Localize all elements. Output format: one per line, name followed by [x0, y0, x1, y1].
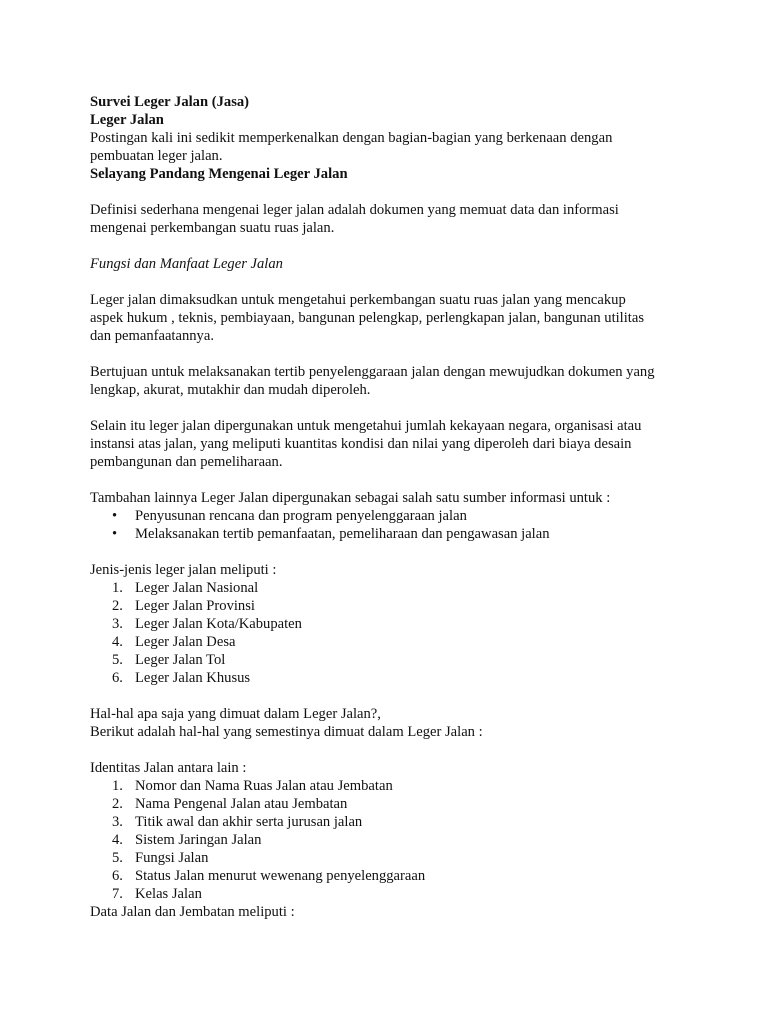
list-text: Fungsi Jalan	[135, 850, 209, 866]
types-list	[90, 579, 690, 687]
list-item	[90, 831, 690, 849]
list-number: 4.	[112, 634, 123, 650]
purpose-line: dan pemanfaatannya.	[90, 328, 214, 344]
types-intro: Jenis-jenis leger jalan meliputi :	[90, 562, 277, 578]
document-subtitle: Leger Jalan	[90, 112, 164, 128]
list-item	[90, 669, 690, 687]
purpose-line: Leger jalan dimaksudkan untuk mengetahui perkembangan suatu ruas jalan yang mencakup	[90, 292, 626, 308]
document-title: Survei Leger Jalan (Jasa)	[90, 94, 250, 110]
goal-line: lengkap, akurat, mutakhir dan mudah diperoleh.	[90, 382, 371, 398]
list-text: Nama Pengenal Jalan atau Jembatan	[135, 796, 348, 812]
list-number: 6.	[112, 868, 123, 884]
list-text: Leger Jalan Nasional	[135, 580, 259, 596]
list-number: 1.	[112, 580, 123, 596]
contents-intro: Berikut adalah hal-hal yang semestinya dimuat dalam Leger Jalan :	[90, 724, 483, 740]
document-page	[90, 93, 690, 921]
list-text: Sistem Jaringan Jalan	[135, 832, 262, 848]
definition-line: Definisi sederhana mengenai leger jalan adalah dokumen yang memuat data dan informasi	[90, 202, 619, 218]
list-item	[90, 615, 690, 633]
list-text: Status Jalan menurut wewenang penyelenggaraan	[135, 868, 426, 884]
list-item	[90, 813, 690, 831]
list-text: Leger Jalan Provinsi	[135, 598, 255, 614]
list-item	[90, 579, 690, 597]
list-item	[90, 885, 690, 903]
intro-line: Postingan kali ini sedikit memperkenalkan dengan bagian-bagian yang berkenaan dengan	[90, 130, 613, 146]
list-item	[90, 777, 690, 795]
list-text: Leger Jalan Tol	[135, 652, 226, 668]
list-item	[90, 849, 690, 867]
wealth-line: Selain itu leger jalan dipergunakan untuk mengetahui jumlah kekayaan negara, organisasi atau	[90, 418, 642, 434]
bullet-text: Melaksanakan tertib pemanfaatan, pemeliharaan dan pengawasan jalan	[135, 526, 550, 542]
list-text: Titik awal dan akhir serta jurusan jalan	[135, 814, 363, 830]
heading-overview: Selayang Pandang Mengenai Leger Jalan	[90, 166, 348, 182]
bullet-text: Penyusunan rencana dan program penyelenggaraan jalan	[135, 508, 467, 524]
bullet-item	[90, 525, 690, 543]
bullet-item	[90, 507, 690, 525]
list-item	[90, 795, 690, 813]
list-number: 4.	[112, 832, 123, 848]
goal-line: Bertujuan untuk melaksanakan tertib penyelenggaraan jalan dengan mewujudkan dokumen yang	[90, 364, 655, 380]
wealth-line: pembangunan dan pemeliharaan.	[90, 454, 283, 470]
list-number: 7.	[112, 886, 123, 902]
list-text: Nomor dan Nama Ruas Jalan atau Jembatan	[135, 778, 393, 794]
purpose-line: aspek hukum , teknis, pembiayaan, bangunan pelengkap, perlengkapan jalan, bangunan utilitas	[90, 310, 644, 326]
contents-question: Hal-hal apa saja yang dimuat dalam Leger Jalan?,	[90, 706, 381, 722]
list-number: 2.	[112, 796, 123, 812]
bullet-glyph: •	[112, 508, 118, 524]
list-item	[90, 651, 690, 669]
list-item	[90, 867, 690, 885]
list-item	[90, 597, 690, 615]
additional-bullet-list	[90, 507, 690, 543]
additional-intro: Tambahan lainnya Leger Jalan dipergunakan sebagai salah satu sumber informasi untuk :	[90, 490, 611, 506]
intro-line: pembuatan leger jalan.	[90, 148, 223, 164]
list-number: 1.	[112, 778, 123, 794]
identity-intro: Identitas Jalan antara lain :	[90, 760, 247, 776]
list-text: Kelas Jalan	[135, 886, 202, 902]
data-intro: Data Jalan dan Jembatan meliputi :	[90, 904, 295, 920]
list-text: Leger Jalan Kota/Kabupaten	[135, 616, 302, 632]
list-number: 6.	[112, 670, 123, 686]
list-item	[90, 633, 690, 651]
wealth-line: instansi atas jalan, yang meliputi kuantitas kondisi dan nilai yang diperoleh dari biaya desain	[90, 436, 632, 452]
list-number: 2.	[112, 598, 123, 614]
list-number: 5.	[112, 850, 123, 866]
list-number: 5.	[112, 652, 123, 668]
heading-function: Fungsi dan Manfaat Leger Jalan	[90, 256, 283, 272]
bullet-glyph: •	[112, 526, 118, 542]
definition-line: mengenai perkembangan suatu ruas jalan.	[90, 220, 335, 236]
list-text: Leger Jalan Desa	[135, 634, 236, 650]
list-text: Leger Jalan Khusus	[135, 670, 251, 686]
list-number: 3.	[112, 814, 123, 830]
identity-list	[90, 777, 690, 903]
list-number: 3.	[112, 616, 123, 632]
